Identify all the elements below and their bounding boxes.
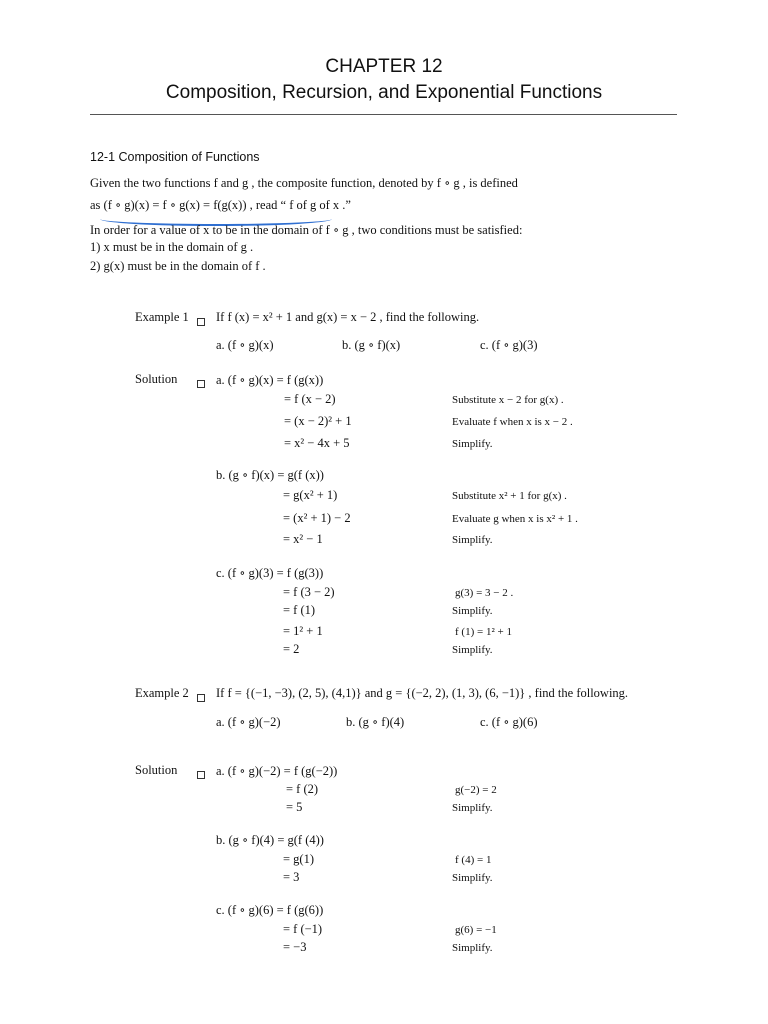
solution-2a-line-2: = 5 bbox=[286, 800, 303, 814]
solution-2b-line-2: = 3 bbox=[283, 870, 300, 884]
section-heading: 12-1 Composition of Functions bbox=[90, 150, 260, 164]
solution-2c-line-2: = −3 bbox=[283, 940, 307, 954]
example-2-part-a: a. (f ∘ g)(−2) bbox=[216, 715, 281, 729]
solution-1c-note-4: Simplify. bbox=[452, 644, 493, 656]
solution-2a-line-1: = f (2) bbox=[286, 782, 319, 796]
solution-1a-note-3: Simplify. bbox=[452, 438, 493, 450]
solution-1b-line-0: b. (g ∘ f)(x) = g(f (x)) bbox=[216, 468, 324, 482]
chapter-number: CHAPTER 12 bbox=[325, 56, 443, 77]
solution-2a-note-1: g(−2) = 2 bbox=[455, 784, 497, 796]
example-1-statement: If f (x) = x² + 1 and g(x) = x − 2 , find the following. bbox=[216, 310, 480, 324]
solution-1b-line-3: = x² − 1 bbox=[283, 532, 323, 546]
example-1-label: Example 1 bbox=[135, 310, 189, 324]
solution-1a-line-2: = (x − 2)² + 1 bbox=[284, 414, 352, 428]
solution-1c-line-1: = f (3 − 2) bbox=[283, 585, 335, 599]
example-2-statement: If f = {(−1, −3), (2, 5), (4,1)} and g = {(−2, 2), (1, 3), (6, −1)} , find the following. bbox=[216, 686, 629, 700]
solution-1c-note-1: g(3) = 3 − 2 . bbox=[455, 587, 514, 599]
solution-2b-line-0: b. (g ∘ f)(4) = g(f (4)) bbox=[216, 833, 324, 847]
header-rule bbox=[90, 114, 677, 115]
solution-2c-line-1: = f (−1) bbox=[283, 922, 323, 936]
solution-1c-note-2: Simplify. bbox=[452, 605, 493, 617]
solution-1a-line-1: = f (x − 2) bbox=[284, 392, 336, 406]
solution-1b-note-1: Substitute x² + 1 for g(x) . bbox=[452, 490, 567, 502]
intro-line-2: as (f ∘ g)(x) = f ∘ g(x) = f(g(x)) , read “ f of g of x .” bbox=[90, 198, 351, 212]
condition-1: 1) x must be in the domain of g . bbox=[90, 240, 254, 254]
square-bullet-icon bbox=[197, 313, 205, 331]
solution-1a-line-0: a. (f ∘ g)(x) = f (g(x)) bbox=[216, 373, 324, 387]
solution-1a-note-1: Substitute x − 2 for g(x) . bbox=[452, 394, 564, 406]
solution-2-label: Solution bbox=[135, 763, 178, 777]
solution-1-label: Solution bbox=[135, 372, 178, 386]
solution-1b-note-2: Evaluate g when x is x² + 1 . bbox=[452, 513, 578, 525]
chapter-title: Composition, Recursion, and Exponential Functions bbox=[165, 82, 603, 103]
solution-2c-note-2: Simplify. bbox=[452, 942, 493, 954]
solution-1c-line-0: c. (f ∘ g)(3) = f (g(3)) bbox=[216, 566, 324, 580]
solution-2c-note-1: g(6) = −1 bbox=[455, 924, 497, 936]
solution-1c-line-4: = 2 bbox=[283, 642, 300, 656]
example-1-part-a: a. (f ∘ g)(x) bbox=[216, 338, 274, 352]
solution-2a-note-2: Simplify. bbox=[452, 802, 493, 814]
example-2-part-b: b. (g ∘ f)(4) bbox=[346, 715, 405, 729]
solution-2a-line-0: a. (f ∘ g)(−2) = f (g(−2)) bbox=[216, 764, 338, 778]
solution-1a-note-2: Evaluate f when x is x − 2 . bbox=[452, 416, 573, 428]
solution-2c-line-0: c. (f ∘ g)(6) = f (g(6)) bbox=[216, 903, 324, 917]
intro-line-1: Given the two functions f and g , the composite function, denoted by f ∘ g , is defined bbox=[90, 176, 518, 190]
square-bullet-icon bbox=[197, 689, 205, 707]
solution-2b-line-1: = g(1) bbox=[283, 852, 314, 866]
solution-2b-note-1: f (4) = 1 bbox=[455, 854, 492, 866]
square-bullet-icon bbox=[197, 766, 205, 784]
example-1-part-c: c. (f ∘ g)(3) bbox=[480, 338, 538, 352]
solution-1b-note-3: Simplify. bbox=[452, 534, 493, 546]
solution-1a-line-3: = x² − 4x + 5 bbox=[284, 436, 350, 450]
solution-2b-note-2: Simplify. bbox=[452, 872, 493, 884]
square-bullet-icon bbox=[197, 375, 205, 393]
example-2-label: Example 2 bbox=[135, 686, 189, 700]
conditions-intro: In order for a value of x to be in the domain of f ∘ g , two conditions must be satisfied: bbox=[90, 223, 523, 237]
solution-1c-note-3: f (1) = 1² + 1 bbox=[455, 626, 512, 638]
solution-1c-line-2: = f (1) bbox=[283, 603, 316, 617]
solution-1b-line-1: = g(x² + 1) bbox=[283, 488, 338, 502]
solution-1b-line-2: = (x² + 1) − 2 bbox=[283, 511, 351, 525]
solution-1c-line-3: = 1² + 1 bbox=[283, 624, 323, 638]
example-2-part-c: c. (f ∘ g)(6) bbox=[480, 715, 538, 729]
example-1-part-b: b. (g ∘ f)(x) bbox=[342, 338, 401, 352]
condition-2: 2) g(x) must be in the domain of f . bbox=[90, 259, 266, 273]
